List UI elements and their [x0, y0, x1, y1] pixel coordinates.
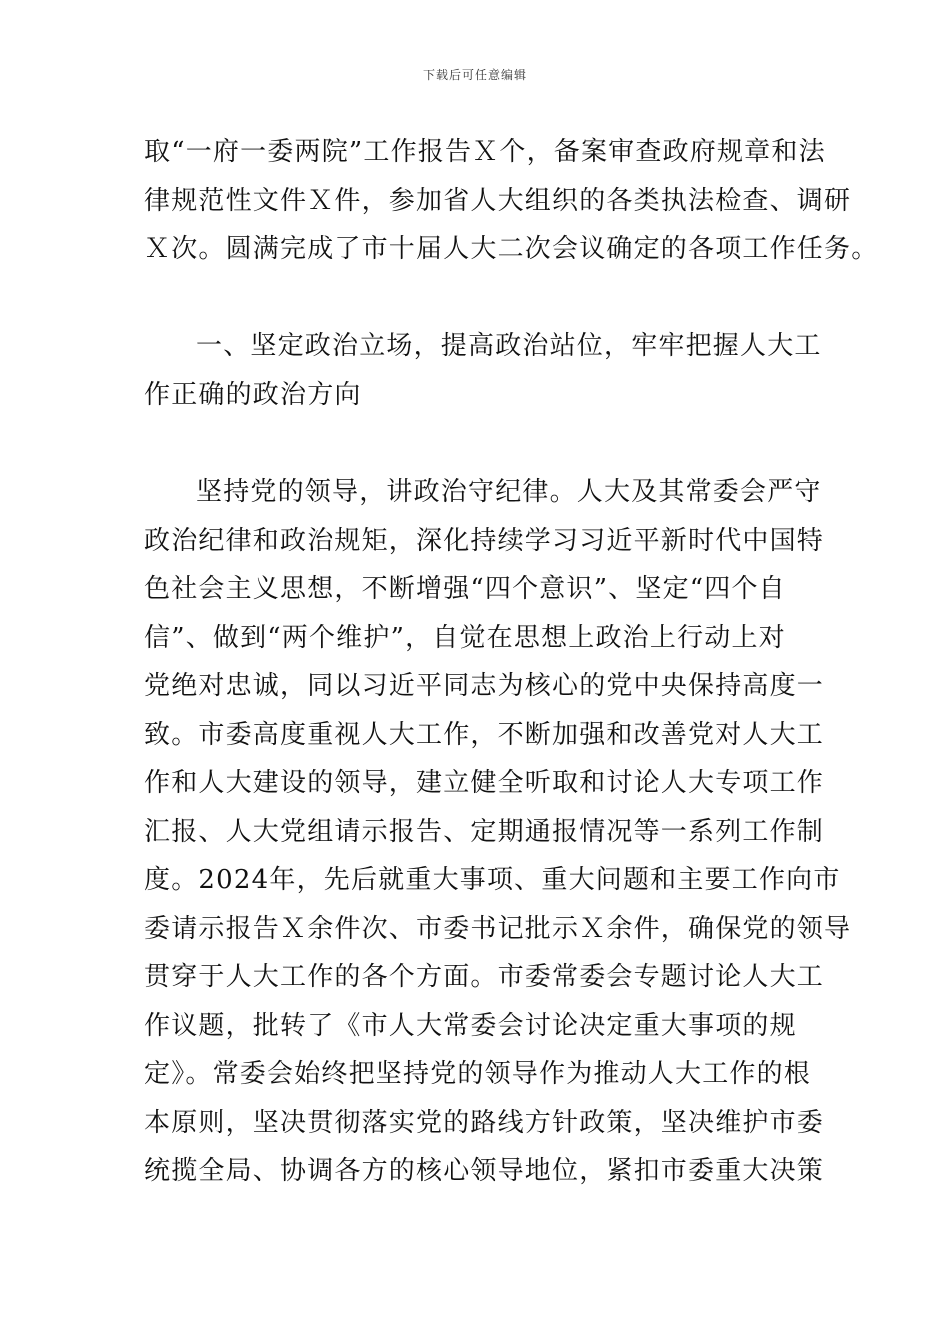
text-line: 作议题，批转了《市人大常委会讨论决定重大事项的规 — [144, 1010, 797, 1041]
text-line: 党绝对忠诚，同以习近平同志为核心的党中央保持高度一 — [144, 671, 825, 701]
text-line: 汇报、人大党组请示报告、定期通报情况等一系列工作制 — [144, 816, 825, 847]
text-line: Ｘ次。圆满完成了市十届人大二次会议确定的各项工作任务。 — [144, 234, 879, 264]
text-line: 本原则，坚决贯彻落实党的路线方针政策，坚决维护市委 — [144, 1107, 825, 1138]
header-note: 下载后可任意编辑 — [422, 68, 527, 82]
text-line: 取“一府一委两院”工作报告Ｘ个，备案审查政府规章和法 — [144, 137, 826, 167]
intro-paragraph — [144, 128, 879, 274]
text-line: 贯穿于人大工作的各个方面。市委常委会专题讨论人大工 — [144, 962, 825, 992]
main-paragraph — [144, 468, 852, 1196]
text-line: 作正确的政治方向 — [144, 379, 362, 410]
text-line: 色社会主义思想，不断增强“四个意识”、坚定“四个自 — [144, 574, 786, 604]
text-line: 定》。常委会始终把坚持党的领导作为推动人大工作的根 — [144, 1059, 812, 1089]
text-line: 作和人大建设的领导，建立健全听取和讨论人大专项工作 — [144, 768, 825, 798]
text-line: 委请示报告Ｘ余件次、市委书记批示Ｘ余件，确保党的领导 — [144, 913, 852, 944]
text-line: 统揽全局、协调各方的核心领导地位，紧扣市委重大决策 — [144, 1156, 825, 1186]
text-line: 信”、做到“两个维护”，自觉在思想上政治上行动上对 — [144, 622, 786, 653]
section-heading — [144, 322, 822, 419]
text-line: 律规范性文件Ｘ件，参加省人大组织的各类执法检查、调研 — [144, 185, 852, 216]
text-line: 一、坚定政治立场，提高政治站位，牢牢把握人大工 — [196, 331, 822, 361]
text-line: 政治纪律和政治规矩，深化持续学习习近平新时代中国特 — [144, 525, 825, 556]
text-line: 坚持党的领导，讲政治守纪律。人大及其常委会严守 — [196, 477, 822, 507]
text-line: 致。市委高度重视人大工作，不断加强和改善党对人大工 — [144, 719, 825, 750]
text-line: 度。2024年，先后就重大事项、重大问题和主要工作向市 — [144, 865, 841, 895]
